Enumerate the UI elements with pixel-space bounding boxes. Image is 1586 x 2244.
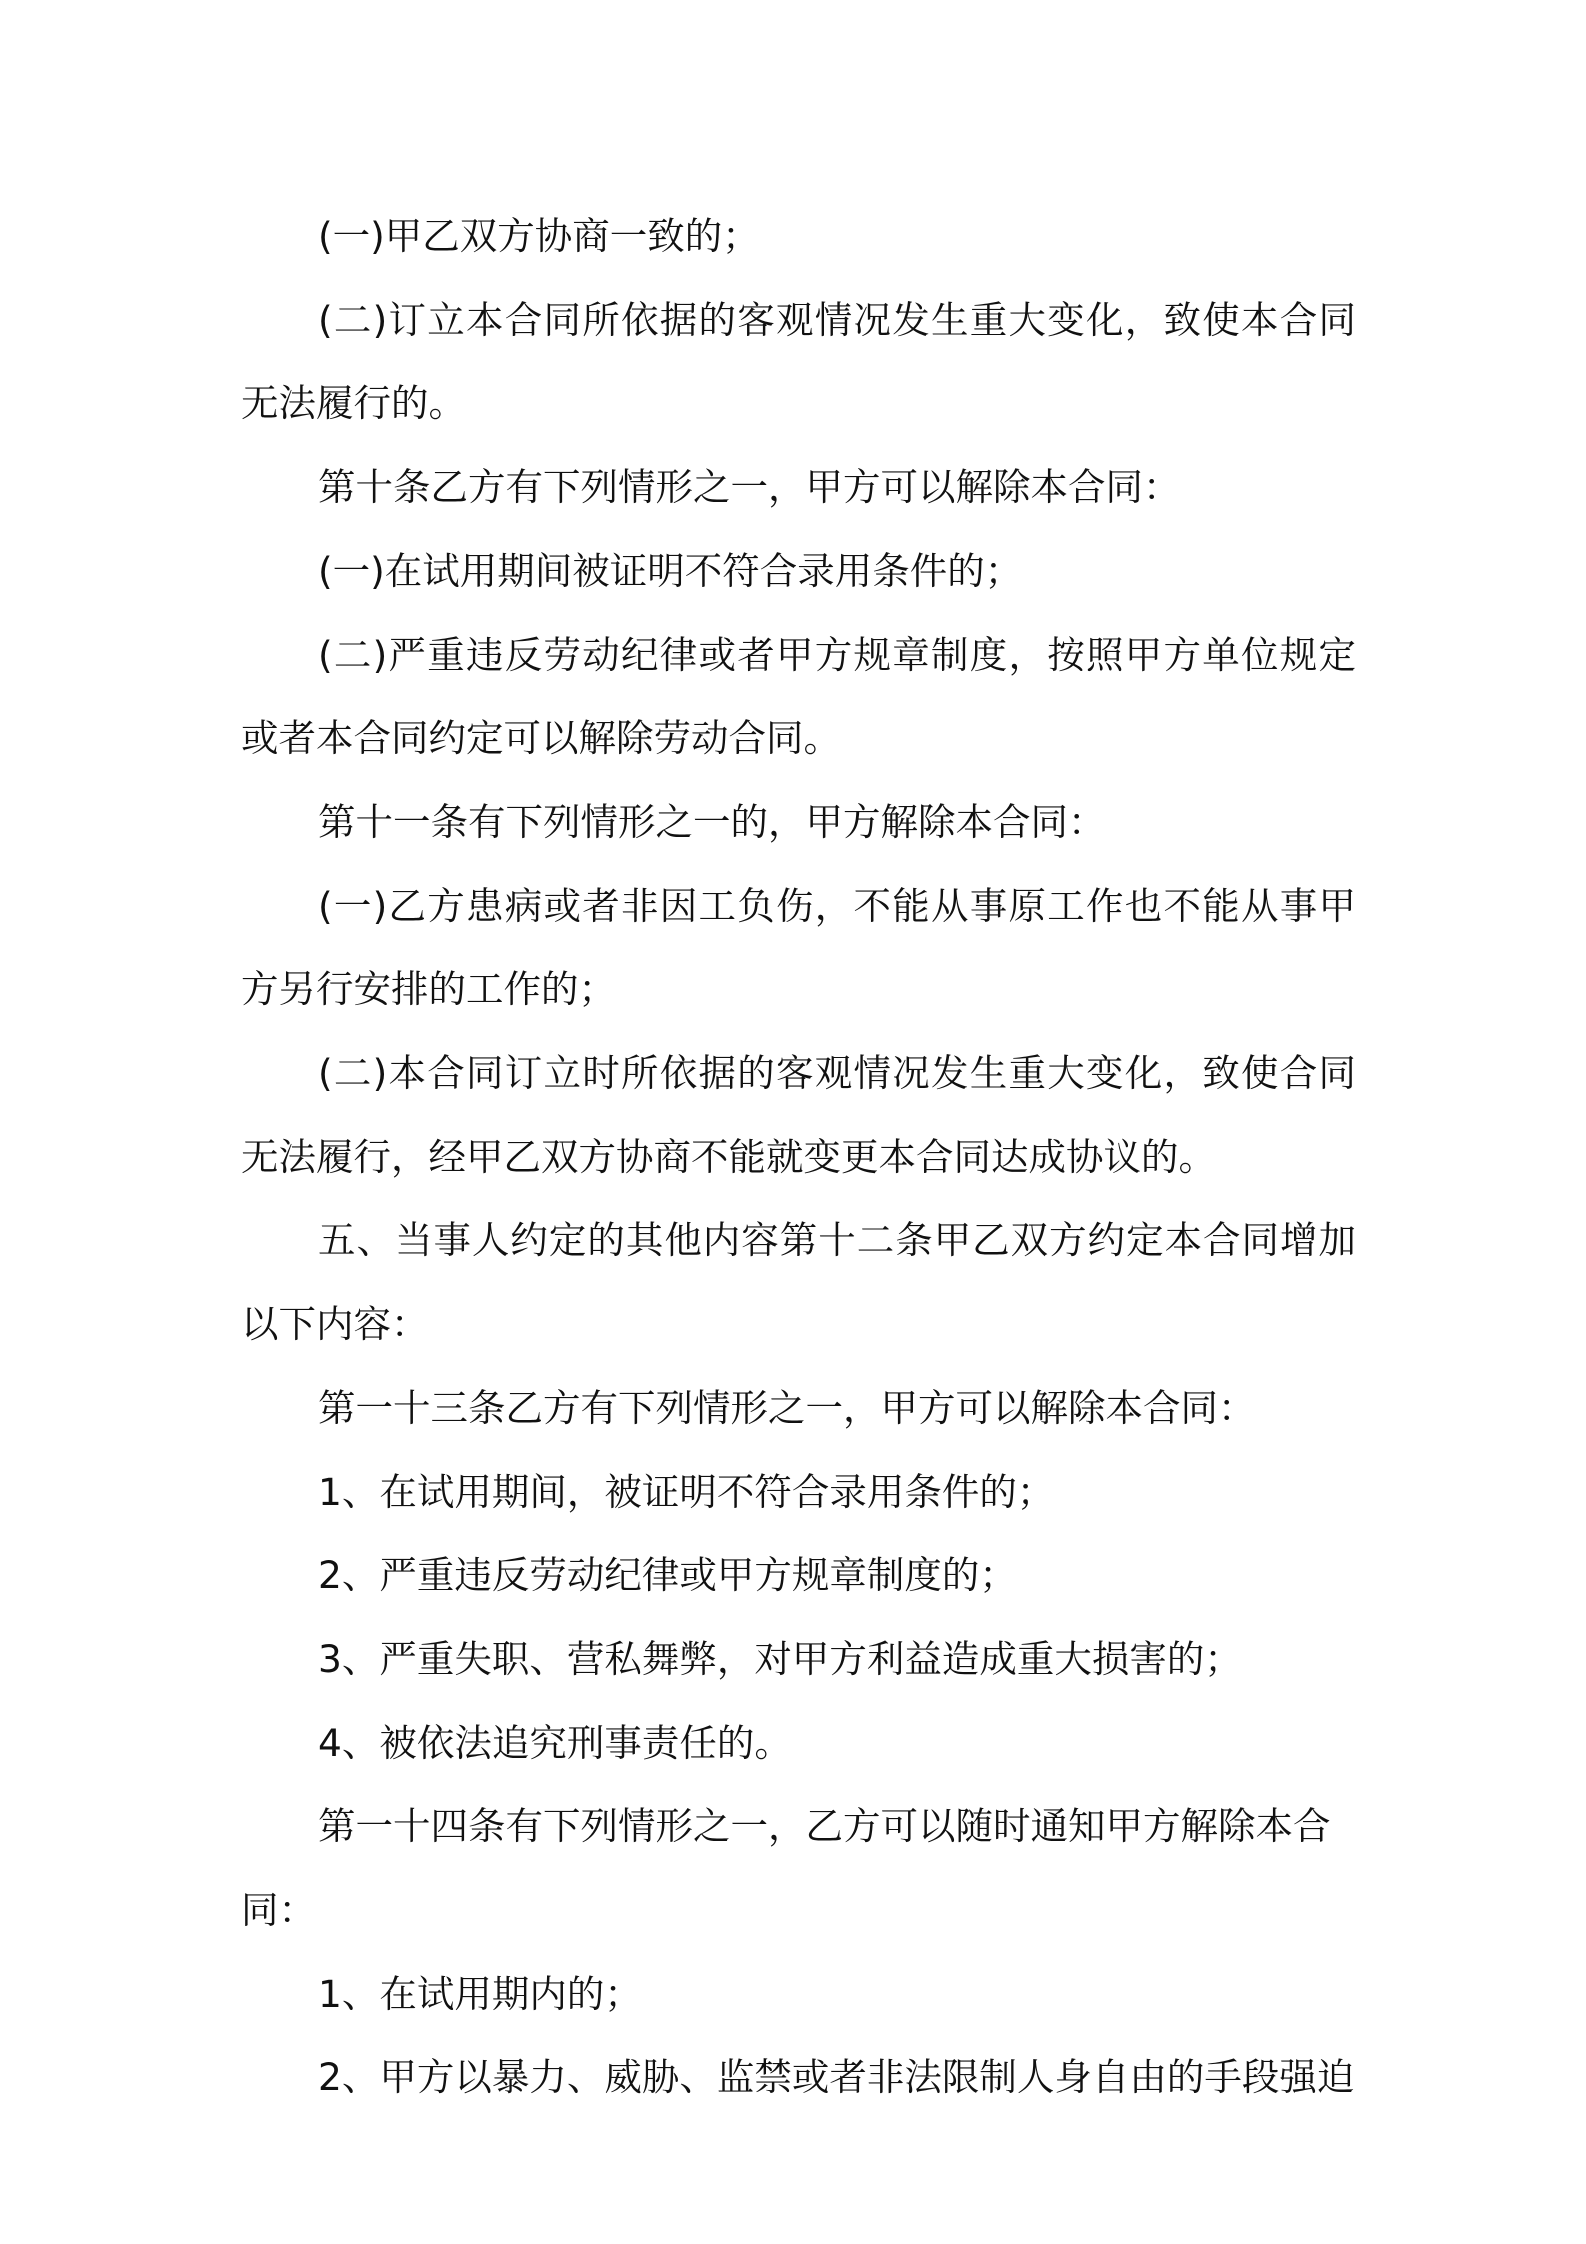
paragraph-8: (二)本合同订立时所依据的客观情况发生重大变化，致使合同无法履行，经甲乙双方协商不能就变更本合同达成协议的。 <box>241 1051 1356 1179</box>
document-body <box>241 195 1356 2120</box>
paragraph-3: 第十条乙方有下列情形之一，甲方可以解除本合同： <box>318 465 1181 510</box>
paragraph-1: (一)甲乙双方协商一致的； <box>318 214 760 258</box>
paragraph-9: 五、当事人约定的其他内容第十二条甲乙双方约定本合同增加以下内容： <box>241 1218 1356 1347</box>
paragraph-14: 4、被依法追究刑事责任的。 <box>318 1720 792 1765</box>
paragraph-10: 第一十三条乙方有下列情形之一，甲方可以解除本合同： <box>318 1385 1256 1430</box>
paragraph-12: 2、严重违反劳动纪律或甲方规章制度的； <box>318 1553 1017 1598</box>
paragraph-13: 3、严重失职、营私舞弊，对甲方利益造成重大损害的； <box>318 1636 1242 1681</box>
paragraph-5: (二)严重违反劳动纪律或者甲方规章制度，按照甲方单位规定或者本合同约定可以解除劳动合同。 <box>241 632 1356 761</box>
paragraph-15: 第一十四条有下列情形之一，乙方可以随时通知甲方解除本合同： <box>241 1804 1331 1933</box>
paragraph-17: 2、甲方以暴力、威胁、监禁或者非法限制人身自由的手段强迫 <box>318 2055 1355 2100</box>
paragraph-2: (二)订立本合同所依据的客观情况发生重大变化，致使本合同无法履行的。 <box>241 297 1356 426</box>
paragraph-16: 1、在试用期内的； <box>318 1971 642 2016</box>
paragraph-11: 1、在试用期间，被证明不符合录用条件的； <box>318 1469 1055 1514</box>
paragraph-7: (一)乙方患病或者非因工负伤，不能从事原工作也不能从事甲方另行安排的工作的； <box>241 883 1356 1012</box>
paragraph-6: 第十一条有下列情形之一的，甲方解除本合同： <box>318 799 1106 844</box>
paragraph-4: (一)在试用期间被证明不符合录用条件的； <box>318 548 1023 593</box>
